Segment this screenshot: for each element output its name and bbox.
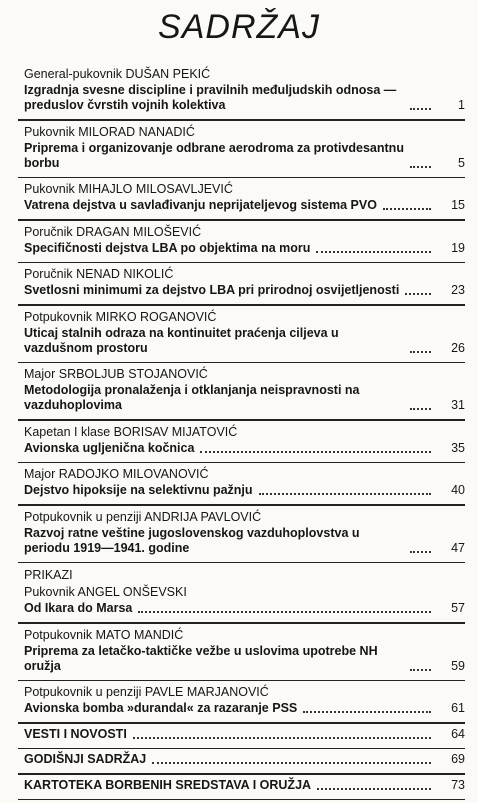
- separator-line: [18, 262, 465, 264]
- dot-leader: [138, 611, 431, 613]
- toc-entry: [18, 266, 465, 306]
- toc-entry: [18, 752, 465, 775]
- separator-line: [18, 119, 465, 121]
- dot-leader: [410, 669, 431, 671]
- entry-title[interactable]: Vatrena dejstva u savlađivanju neprijateljevog sistema PVO: [24, 198, 377, 212]
- toc-entry: [18, 224, 465, 264]
- dot-leader: [317, 788, 431, 790]
- entry-title[interactable]: Priprema i organizovanje odbrane aerodroma za protivdesantnu borbu: [24, 140, 404, 170]
- entry-title[interactable]: Svetlosni minimumi za dejstvo LBA pri prirodnoj osvijetljenosti: [24, 283, 400, 297]
- page-number: 57: [451, 601, 465, 615]
- toc-entry: [18, 366, 465, 421]
- entry-title-row: [18, 141, 465, 176]
- entry-title[interactable]: Od Ikara do Marsa: [24, 601, 133, 615]
- page-number: 61: [451, 701, 465, 715]
- entry-title-row: [18, 752, 465, 772]
- page-number: 5: [458, 155, 465, 170]
- separator-line: [18, 177, 465, 179]
- page-number: 40: [451, 483, 465, 497]
- page-number: 73: [451, 777, 465, 792]
- dot-leader: [405, 293, 431, 295]
- page-number: 23: [451, 283, 465, 297]
- section-heading: PRIKAZI: [24, 568, 73, 582]
- entry-author: Major SRBOLJUB STOJANOVIĆ: [24, 367, 208, 381]
- entry-title[interactable]: Avionska ugljenična kočnica: [24, 440, 195, 455]
- toc-entry: [18, 309, 465, 364]
- entry-author: General-pukovnik DUŠAN PEKIĆ: [24, 67, 211, 81]
- entry-title-row: [18, 727, 465, 747]
- entry-author: Poručnik NENAD NIKOLIĆ: [24, 267, 174, 281]
- entry-author: Potpukovnik MATO MANDIĆ: [24, 627, 184, 642]
- entry-author: Pukovnik ANGEL ONŠEVSKI: [24, 585, 187, 599]
- separator-line: [18, 748, 465, 750]
- page-number: 19: [451, 240, 465, 255]
- toc-entry: [18, 124, 465, 179]
- entry-title[interactable]: KARTOTEKA BORBENIH SREDSTAVA I ORUŽJA: [24, 777, 312, 792]
- dot-leader: [152, 762, 431, 764]
- toc-entry: [18, 778, 465, 801]
- entry-title-row: [18, 283, 465, 303]
- toc-entry: [18, 509, 465, 564]
- separator-line: [18, 504, 465, 506]
- page-number: 31: [451, 398, 465, 412]
- page-number: 64: [451, 726, 465, 741]
- separator-line: [18, 773, 465, 775]
- entry-title[interactable]: Dejstvo hipoksije na selektivnu pažnju: [24, 483, 253, 497]
- toc-entry: [18, 66, 465, 121]
- toc-entry: [18, 584, 465, 624]
- separator-line: [18, 799, 465, 801]
- entry-author: Major RADOJKO MILOVANOVIĆ: [24, 467, 209, 481]
- dot-leader: [133, 737, 431, 739]
- separator-line: [18, 722, 465, 724]
- page-number: 26: [451, 340, 465, 355]
- entry-title-row: [18, 83, 465, 118]
- entry-title-row: [18, 601, 465, 621]
- entry-title-row: [18, 701, 465, 721]
- page-number: 47: [451, 540, 465, 555]
- dot-leader: [410, 166, 431, 168]
- entry-title-row: [18, 441, 465, 461]
- entry-author: Potpukovnik MIRKO ROGANOVIĆ: [24, 309, 217, 324]
- dot-leader: [259, 493, 431, 495]
- entry-title[interactable]: Razvoj ratne veštine jugoslovenskog vazduhoplovstva u periodu 1919—1941. godine: [24, 525, 360, 555]
- separator-line: [18, 680, 465, 682]
- separator-line: [18, 562, 465, 564]
- entry-author: Pukovnik MIHAJLO MILOSAVLJEVIĆ: [24, 182, 233, 196]
- entry-author: Potpukovnik u penziji ANDRIJA PAVLOVIĆ: [24, 509, 262, 524]
- page-number: 69: [451, 752, 465, 766]
- dot-leader: [410, 351, 431, 353]
- entry-title-row: [18, 326, 465, 361]
- toc-entry: [18, 727, 465, 750]
- toc-entry: [18, 181, 465, 221]
- dot-leader: [303, 711, 431, 713]
- toc-entry: [18, 684, 465, 724]
- toc-entry: [18, 627, 465, 682]
- page-title: SADRŽAJ: [158, 8, 320, 46]
- entry-title-row: [18, 778, 465, 798]
- separator-line: [18, 219, 465, 221]
- separator-line: [18, 419, 465, 421]
- entry-title-row: [18, 526, 465, 561]
- entry-title-row: [18, 198, 465, 218]
- page-number: 15: [451, 198, 465, 212]
- dot-leader: [200, 451, 431, 453]
- separator-line: [18, 622, 465, 624]
- dot-leader: [383, 208, 431, 210]
- entry-author: Kapetan I klase BORISAV MIJATOVIĆ: [24, 424, 238, 439]
- page-number: 35: [451, 440, 465, 455]
- separator-line: [18, 304, 465, 306]
- separator-line: [18, 462, 465, 464]
- entry-title[interactable]: Priprema za letačko-taktičke vežbe u uslovima upotrebe NH oružja: [24, 643, 378, 673]
- entry-title[interactable]: Avionska bomba »durandal« za razaranje PSS: [24, 701, 298, 715]
- table-of-contents: [18, 66, 465, 803]
- entry-title-row: [18, 241, 465, 261]
- entry-author: Pukovnik MILORAD NANADIĆ: [24, 124, 195, 139]
- dot-leader: [410, 108, 431, 110]
- entry-title[interactable]: Izgradnja svesne discipline i pravilnih međuljudskih odnosa — preduslov čvrstih vojnih kolektiva: [24, 83, 397, 112]
- dot-leader: [410, 408, 431, 410]
- entry-title[interactable]: GODIŠNJI SADRŽAJ: [24, 752, 147, 766]
- dot-leader: [410, 551, 431, 553]
- page-number: 1: [458, 98, 465, 112]
- toc-entry: [18, 466, 465, 506]
- toc-entry: [18, 424, 465, 464]
- separator-line: [18, 362, 465, 364]
- entry-title-row: [18, 644, 465, 679]
- page-number: 59: [451, 658, 465, 673]
- entry-title[interactable]: Specifičnosti dejstva LBA po objektima na moru: [24, 240, 311, 255]
- dot-leader: [316, 251, 431, 253]
- entry-title[interactable]: VESTI I NOVOSTI: [24, 726, 127, 741]
- entry-title[interactable]: Uticaj stalnih odraza na kontinuitet praćenja ciljeva u vazdušnom prostoru: [24, 325, 339, 355]
- entry-title-row: [18, 483, 465, 503]
- entry-author: Poručnik DRAGAN MILOŠEVIĆ: [24, 224, 202, 239]
- entry-title[interactable]: Metodologija pronalaženja i otklanjanja neispravnosti na vazduhoplovima: [24, 383, 360, 412]
- entry-author: Potpukovnik u penziji PAVLE MARJANOVIĆ: [24, 685, 269, 699]
- entry-title-row: [18, 383, 465, 418]
